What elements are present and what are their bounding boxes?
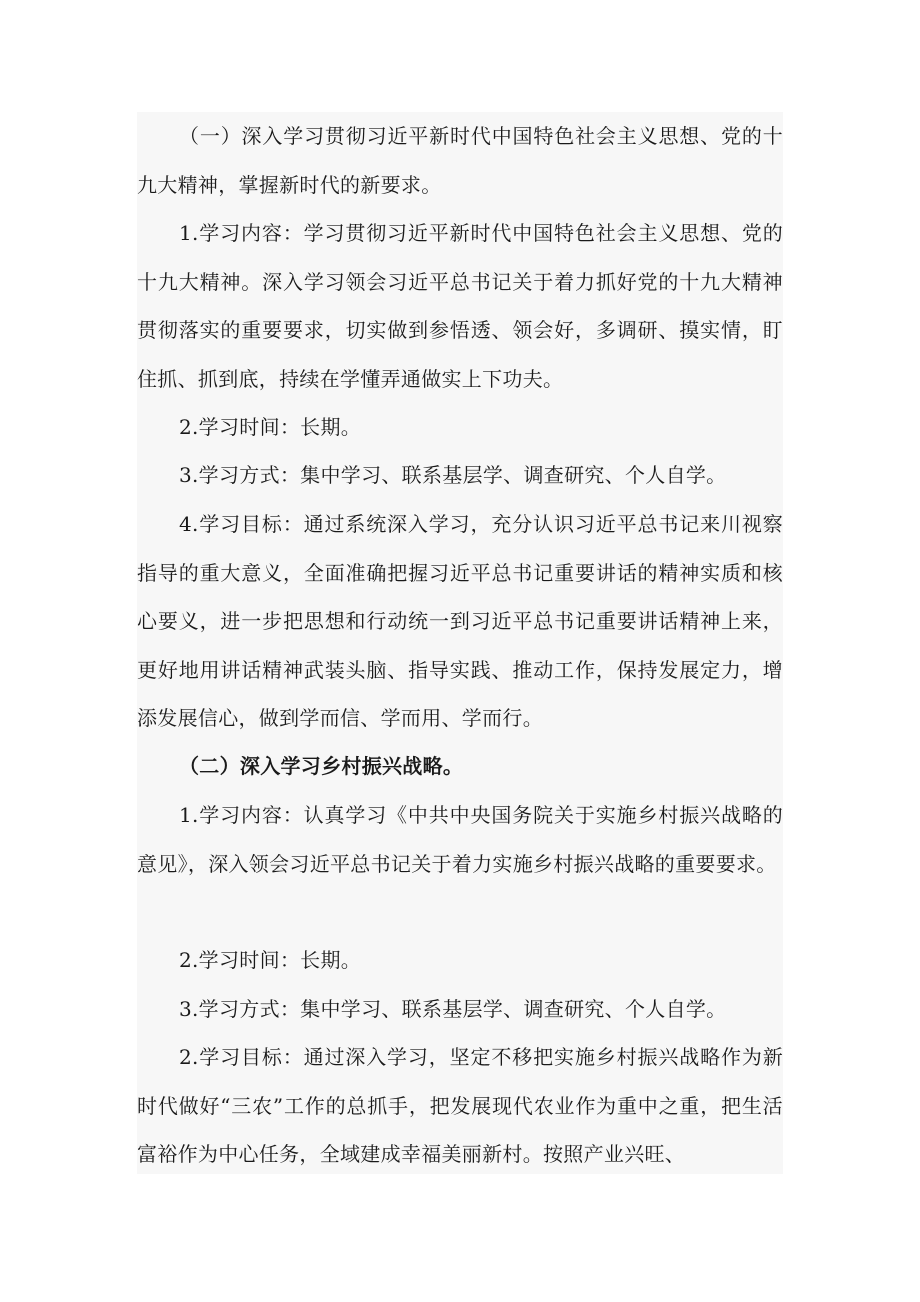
document-body — [137, 112, 783, 1174]
section2-method: 3.学习方式：集中学习、联系基层学、调查研究、个人自学。 — [179, 997, 727, 1021]
section2-content: 1.学习内容：认真学习《中共中央国务院关于实施乡村振兴战略的意见》，深入领会习近平总书记关于着力实施乡村振兴战略的重要要求。 — [137, 803, 783, 876]
section2-goal: 2.学习目标：通过深入学习，坚定不移把实施乡村振兴战略作为新时代做好“三农”工作的总抓手，把发展现代农业作为重中之重，把生活富裕作为中心任务，全域建成幸福美丽新村。按照产业兴旺、 — [137, 1045, 783, 1166]
section2-time: 2.学习时间：长期。 — [179, 948, 362, 972]
section2-heading: （二）深入学习乡村振兴战略。 — [179, 754, 464, 778]
section1-content: 1.学习内容：学习贯彻习近平新时代中国特色社会主义思想、党的十九大精神。深入学习领会习近平总书记关于着力抓好党的十九大精神贯彻落实的重要要求，切实做到参悟透、领会好，多调研、摸实情，盯住抓、抓到底，持续在学懂弄通做实上下功夫。 — [137, 221, 783, 391]
section1-time: 2.学习时间：长期。 — [179, 415, 362, 439]
section1-goal: 4.学习目标：通过系统深入学习，充分认识习近平总书记来川视察指导的重大意义，全面准确把握习近平总书记重要讲话的精神实质和核心要义，进一步把思想和行动统一到习近平总书记重要讲话精神上来，更好地用讲话精神武装头脑、指导实践、推动工作，保持发展定力，增添发展信心，做到学而信、学而用、学而行。 — [137, 512, 783, 730]
section1-heading: （一）深入学习贯彻习近平新时代中国特色社会主义思想、党的十九大精神，掌握新时代的新要求。 — [137, 124, 783, 197]
section1-method: 3.学习方式：集中学习、联系基层学、调查研究、个人自学。 — [179, 463, 727, 487]
